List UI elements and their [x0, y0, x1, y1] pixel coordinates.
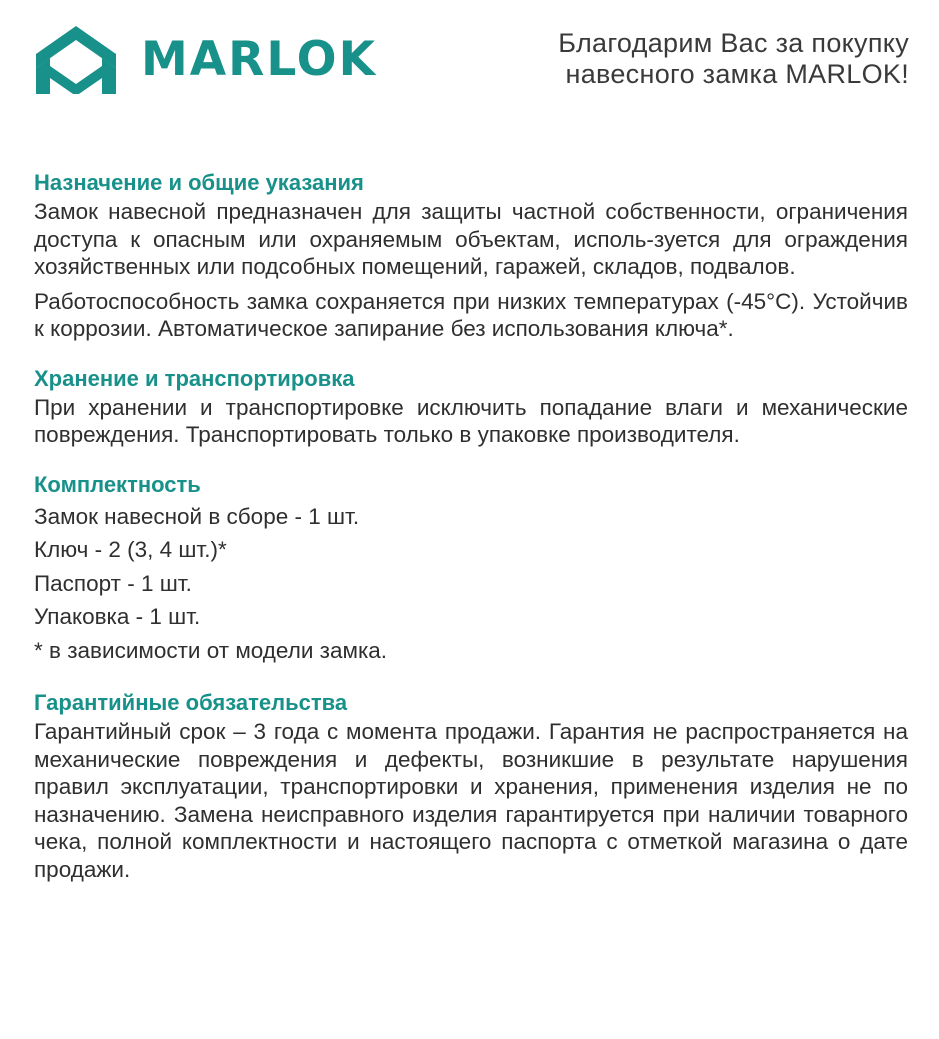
- section-purpose: [34, 168, 908, 343]
- page-header: [0, 0, 939, 130]
- section-contents: [34, 470, 908, 668]
- section-heading: Гарантийные обязательства: [34, 690, 348, 715]
- marlok-m-logo-icon: [36, 26, 116, 94]
- thank-you-message: [449, 28, 909, 90]
- list-item: Ключ - 2 (3, 4 шт.)*: [34, 537, 227, 562]
- list-item: Замок навесной в сборе - 1 шт.: [34, 503, 360, 529]
- paragraph: Гарантийный срок – 3 года с момента продажи. Гарантия не распространяется на механические повреждения и дефекты, возникшие в результате нарушения правил эксплуатации, транспортировки и хранения, применения изделия не по назначению. Замена неисправного изделия гарантируется при наличии товарного чека, полной комплектности и настоящего паспорта с отметкой магазина о дате продажи.: [34, 719, 908, 882]
- list-item: Упаковка - 1 шт.: [34, 604, 201, 629]
- thank-you-line-1: Благодарим Вас за покупку: [558, 28, 909, 58]
- paragraph: При хранении и транспортировке исключить попадание влаги и механические повреждения. Транспортировать только в упаковке производителя.: [34, 394, 908, 447]
- list-item: Паспорт - 1 шт.: [34, 570, 192, 596]
- paragraph: Замок навесной предназначен для защиты частной собственности, ограничения доступа к опасным или охраняемым объектам, исполь-зуется для ограждения хозяйственных или подсобных помещений, гаражей, складов, подвалов.: [34, 199, 908, 279]
- section-heading: Хранение и транспортировка: [34, 365, 355, 391]
- brand-name: MARLOK: [141, 32, 377, 87]
- thank-you-line-2: навесного замка MARLOK!: [565, 59, 909, 89]
- section-warranty: [34, 688, 908, 883]
- section-heading: Назначение и общие указания: [34, 170, 364, 195]
- section-storage: [34, 364, 908, 449]
- footnote: * в зависимости от модели замка.: [34, 637, 388, 663]
- document-body: [34, 168, 908, 883]
- section-heading: Комплектность: [34, 471, 201, 497]
- paragraph: Работоспособность замка сохраняется при низких температурах (-45°С). Устойчив к коррозии. Автоматическое запирание без использования ключа*.: [34, 288, 908, 341]
